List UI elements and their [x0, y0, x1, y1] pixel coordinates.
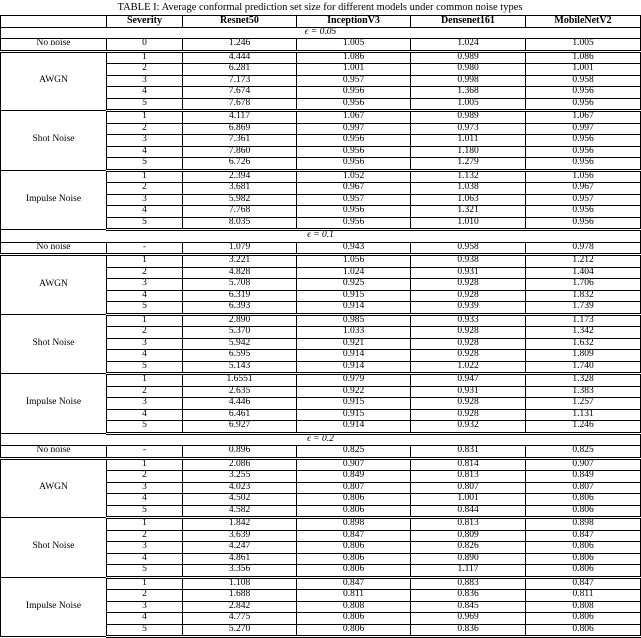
- column-header-resnet50: Resnet50: [183, 16, 297, 28]
- severity-cell: 4: [107, 206, 183, 218]
- value-cell: 0.808: [526, 601, 641, 613]
- severity-cell: 2: [107, 64, 183, 76]
- value-cell: 1.132: [411, 170, 526, 183]
- severity-cell: -: [107, 242, 183, 255]
- value-cell: 1.005: [411, 98, 526, 111]
- value-cell: 1.022: [411, 361, 526, 374]
- severity-cell: 3: [107, 542, 183, 554]
- table-row: [1, 242, 641, 255]
- value-cell: 0.806: [297, 505, 411, 518]
- value-cell: 0.956: [526, 98, 641, 111]
- noise-type-label: Shot Noise: [1, 314, 107, 374]
- value-cell: 1.079: [183, 242, 297, 255]
- value-cell: 0.947: [411, 374, 526, 387]
- value-cell: 0.836: [411, 624, 526, 637]
- value-cell: 1.005: [526, 39, 641, 52]
- value-cell: 0.915: [297, 290, 411, 302]
- value-cell: 2.394: [183, 170, 297, 183]
- value-cell: 0.967: [297, 183, 411, 195]
- value-cell: 0.907: [297, 458, 411, 471]
- value-cell: 0.956: [526, 217, 641, 230]
- value-cell: 5.982: [183, 194, 297, 206]
- value-cell: 0.914: [297, 421, 411, 434]
- value-cell: 3.681: [183, 183, 297, 195]
- value-cell: 0.956: [526, 146, 641, 158]
- table-row: [1, 170, 641, 183]
- value-cell: 4.775: [183, 613, 297, 625]
- value-cell: 1.011: [411, 135, 526, 147]
- value-cell: 0.956: [297, 98, 411, 111]
- value-cell: 0.826: [411, 542, 526, 554]
- noise-type-label: No noise: [1, 446, 107, 459]
- severity-cell: 1: [107, 111, 183, 124]
- value-cell: 0.825: [526, 446, 641, 459]
- value-cell: 1.001: [411, 494, 526, 506]
- value-cell: 1.010: [411, 217, 526, 230]
- value-cell: 1.005: [297, 39, 411, 52]
- value-cell: 0.979: [297, 374, 411, 387]
- table-row: [1, 577, 641, 590]
- value-cell: 2.086: [183, 458, 297, 471]
- value-cell: 1.212: [526, 255, 641, 268]
- value-cell: 0.806: [297, 553, 411, 565]
- severity-cell: 5: [107, 361, 183, 374]
- value-cell: 3.221: [183, 255, 297, 268]
- value-cell: 4.861: [183, 553, 297, 565]
- noise-type-label: No noise: [1, 242, 107, 255]
- severity-cell: 5: [107, 217, 183, 230]
- value-cell: 0.847: [526, 530, 641, 542]
- value-cell: 0.928: [411, 398, 526, 410]
- table-caption: TABLE I: Average conformal prediction set size for different models under common noise types: [117, 2, 523, 13]
- value-cell: 1.6551: [183, 374, 297, 387]
- value-cell: 0.890: [411, 553, 526, 565]
- severity-cell: 4: [107, 146, 183, 158]
- value-cell: 0.907: [526, 458, 641, 471]
- value-cell: 1.342: [526, 327, 641, 339]
- value-cell: 1.383: [526, 386, 641, 398]
- value-cell: 4.023: [183, 482, 297, 494]
- column-header-severity: Severity: [107, 16, 183, 28]
- value-cell: 0.813: [411, 471, 526, 483]
- noise-type-label: AWGN: [1, 255, 107, 315]
- value-cell: 0.806: [526, 494, 641, 506]
- noise-type-label: AWGN: [1, 51, 107, 111]
- value-cell: 6.461: [183, 409, 297, 421]
- severity-cell: 5: [107, 624, 183, 637]
- results-table: [0, 15, 641, 638]
- value-cell: 1.809: [526, 350, 641, 362]
- value-cell: 1.832: [526, 290, 641, 302]
- severity-cell: 5: [107, 302, 183, 315]
- value-cell: 0.898: [297, 518, 411, 531]
- value-cell: 7.860: [183, 146, 297, 158]
- severity-cell: 1: [107, 170, 183, 183]
- value-cell: 0.915: [297, 409, 411, 421]
- value-cell: 1.131: [526, 409, 641, 421]
- value-cell: 1.246: [526, 421, 641, 434]
- value-cell: 0.847: [526, 577, 641, 590]
- value-cell: 1.033: [297, 327, 411, 339]
- severity-cell: 5: [107, 565, 183, 578]
- value-cell: 0.806: [297, 542, 411, 554]
- value-cell: 1.067: [526, 111, 641, 124]
- value-cell: 0.957: [297, 194, 411, 206]
- severity-cell: 1: [107, 458, 183, 471]
- noise-type-label: Impulse Noise: [1, 577, 107, 637]
- value-cell: 7.674: [183, 87, 297, 99]
- value-cell: 7.361: [183, 135, 297, 147]
- value-cell: 1.632: [526, 338, 641, 350]
- value-cell: 0.956: [297, 206, 411, 218]
- value-cell: 0.997: [297, 123, 411, 135]
- severity-cell: 4: [107, 553, 183, 565]
- value-cell: 0.957: [526, 194, 641, 206]
- severity-cell: 3: [107, 482, 183, 494]
- value-cell: 0.989: [411, 51, 526, 64]
- value-cell: 0.957: [297, 75, 411, 87]
- value-cell: 1.001: [526, 64, 641, 76]
- value-cell: 0.825: [297, 446, 411, 459]
- value-cell: 0.806: [526, 624, 641, 637]
- value-cell: 0.806: [297, 565, 411, 578]
- value-cell: 1.067: [297, 111, 411, 124]
- value-cell: 0.956: [297, 135, 411, 147]
- value-cell: 5.370: [183, 327, 297, 339]
- value-cell: 1.842: [183, 518, 297, 531]
- value-cell: 4.502: [183, 494, 297, 506]
- value-cell: 0.943: [297, 242, 411, 255]
- value-cell: 1.404: [526, 267, 641, 279]
- value-cell: 1.024: [411, 39, 526, 52]
- column-header-densenet161: Densenet161: [411, 16, 526, 28]
- value-cell: 0.808: [297, 601, 411, 613]
- value-cell: 0.956: [526, 87, 641, 99]
- value-cell: 1.321: [411, 206, 526, 218]
- value-cell: 0.931: [411, 267, 526, 279]
- value-cell: 0.807: [411, 482, 526, 494]
- value-cell: 0.898: [526, 518, 641, 531]
- value-cell: 0.807: [526, 482, 641, 494]
- value-cell: 0.914: [297, 350, 411, 362]
- epsilon-section-header: ϵ = 0.1: [1, 230, 641, 243]
- noise-type-label: AWGN: [1, 458, 107, 518]
- value-cell: 6.869: [183, 123, 297, 135]
- value-cell: 7.173: [183, 75, 297, 87]
- value-cell: 0.956: [297, 158, 411, 171]
- severity-cell: 1: [107, 518, 183, 531]
- noise-type-label: Shot Noise: [1, 111, 107, 171]
- value-cell: 0.985: [297, 314, 411, 327]
- value-cell: 1.086: [297, 51, 411, 64]
- value-cell: 0.956: [297, 87, 411, 99]
- severity-cell: 3: [107, 398, 183, 410]
- table-row: [1, 314, 641, 327]
- value-cell: 1.024: [297, 267, 411, 279]
- value-cell: 1.056: [297, 255, 411, 268]
- table-row: [1, 39, 641, 52]
- value-cell: 1.173: [526, 314, 641, 327]
- value-cell: 5.270: [183, 624, 297, 637]
- table-row: [1, 51, 641, 64]
- value-cell: 0.807: [297, 482, 411, 494]
- value-cell: 0.931: [411, 386, 526, 398]
- value-cell: 1.740: [526, 361, 641, 374]
- value-cell: 0.958: [411, 242, 526, 255]
- value-cell: 0.956: [297, 146, 411, 158]
- value-cell: 1.086: [526, 51, 641, 64]
- value-cell: 0.932: [411, 421, 526, 434]
- value-cell: 0.980: [411, 64, 526, 76]
- severity-cell: 4: [107, 409, 183, 421]
- value-cell: 0.928: [411, 409, 526, 421]
- severity-cell: 1: [107, 51, 183, 64]
- value-cell: 0.806: [526, 553, 641, 565]
- value-cell: 5.143: [183, 361, 297, 374]
- value-cell: 0.883: [411, 577, 526, 590]
- severity-cell: 4: [107, 290, 183, 302]
- value-cell: 0.921: [297, 338, 411, 350]
- severity-cell: 3: [107, 338, 183, 350]
- value-cell: 0.831: [411, 446, 526, 459]
- epsilon-section-header: ϵ = 0.2: [1, 433, 641, 446]
- value-cell: 1.706: [526, 279, 641, 291]
- table-row: [1, 111, 641, 124]
- severity-cell: 1: [107, 374, 183, 387]
- severity-cell: 3: [107, 601, 183, 613]
- severity-cell: 2: [107, 471, 183, 483]
- table-row: [1, 446, 641, 459]
- value-cell: 0.925: [297, 279, 411, 291]
- value-cell: 6.281: [183, 64, 297, 76]
- value-cell: 0.989: [411, 111, 526, 124]
- value-cell: 0.956: [526, 206, 641, 218]
- value-cell: 1.368: [411, 87, 526, 99]
- value-cell: 4.828: [183, 267, 297, 279]
- table-row: [1, 374, 641, 387]
- value-cell: 2.890: [183, 314, 297, 327]
- noise-type-label: Impulse Noise: [1, 170, 107, 230]
- severity-cell: 2: [107, 386, 183, 398]
- value-cell: 4.446: [183, 398, 297, 410]
- value-cell: 6.927: [183, 421, 297, 434]
- value-cell: 0.813: [411, 518, 526, 531]
- corner-cell: [1, 16, 107, 28]
- value-cell: 3.255: [183, 471, 297, 483]
- severity-cell: 4: [107, 87, 183, 99]
- table-row: [1, 458, 641, 471]
- value-cell: 0.956: [297, 217, 411, 230]
- value-cell: 0.928: [411, 279, 526, 291]
- value-cell: 0.806: [297, 494, 411, 506]
- epsilon-section-header: ϵ = 0.05: [1, 27, 641, 39]
- value-cell: 0.978: [526, 242, 641, 255]
- severity-cell: 5: [107, 505, 183, 518]
- value-cell: 0.969: [411, 613, 526, 625]
- severity-cell: 4: [107, 350, 183, 362]
- value-cell: 5.942: [183, 338, 297, 350]
- value-cell: 0.836: [411, 590, 526, 602]
- value-cell: 0.896: [183, 446, 297, 459]
- column-header-mobilenetv2: MobileNetV2: [526, 16, 641, 28]
- value-cell: 0.939: [411, 302, 526, 315]
- value-cell: 0.811: [297, 590, 411, 602]
- severity-cell: 4: [107, 613, 183, 625]
- value-cell: 6.726: [183, 158, 297, 171]
- value-cell: 0.809: [411, 530, 526, 542]
- value-cell: 1.246: [183, 39, 297, 52]
- value-cell: 0.814: [411, 458, 526, 471]
- value-cell: 0.806: [297, 613, 411, 625]
- severity-cell: 2: [107, 327, 183, 339]
- value-cell: 0.849: [526, 471, 641, 483]
- severity-cell: -: [107, 446, 183, 459]
- value-cell: 0.811: [526, 590, 641, 602]
- value-cell: 0.847: [297, 530, 411, 542]
- value-cell: 1.117: [411, 565, 526, 578]
- value-cell: 0.956: [526, 135, 641, 147]
- value-cell: 0.933: [411, 314, 526, 327]
- value-cell: 0.806: [526, 613, 641, 625]
- value-cell: 6.319: [183, 290, 297, 302]
- severity-cell: 0: [107, 39, 183, 52]
- noise-type-label: Shot Noise: [1, 518, 107, 578]
- value-cell: 1.108: [183, 577, 297, 590]
- value-cell: 0.922: [297, 386, 411, 398]
- value-cell: 1.279: [411, 158, 526, 171]
- value-cell: 0.849: [297, 471, 411, 483]
- value-cell: 0.806: [297, 624, 411, 637]
- table-body: [1, 27, 641, 637]
- value-cell: 0.938: [411, 255, 526, 268]
- value-cell: 7.678: [183, 98, 297, 111]
- severity-cell: 1: [107, 577, 183, 590]
- value-cell: 3.356: [183, 565, 297, 578]
- value-cell: 1.056: [526, 170, 641, 183]
- table-header: [1, 16, 641, 28]
- value-cell: 6.393: [183, 302, 297, 315]
- value-cell: 1.052: [297, 170, 411, 183]
- value-cell: 0.845: [411, 601, 526, 613]
- value-cell: 4.117: [183, 111, 297, 124]
- value-cell: 1.328: [526, 374, 641, 387]
- value-cell: 3.639: [183, 530, 297, 542]
- value-cell: 8.035: [183, 217, 297, 230]
- noise-type-label: Impulse Noise: [1, 374, 107, 434]
- value-cell: 6.595: [183, 350, 297, 362]
- value-cell: 4.582: [183, 505, 297, 518]
- value-cell: 5.708: [183, 279, 297, 291]
- value-cell: 0.997: [526, 123, 641, 135]
- value-cell: 0.967: [526, 183, 641, 195]
- value-cell: 0.928: [411, 290, 526, 302]
- severity-cell: 2: [107, 123, 183, 135]
- severity-cell: 5: [107, 158, 183, 171]
- value-cell: 0.928: [411, 350, 526, 362]
- noise-type-label: No noise: [1, 39, 107, 52]
- value-cell: 0.998: [411, 75, 526, 87]
- value-cell: 1.739: [526, 302, 641, 315]
- severity-cell: 2: [107, 183, 183, 195]
- value-cell: 0.844: [411, 505, 526, 518]
- value-cell: 1.001: [297, 64, 411, 76]
- severity-cell: 5: [107, 98, 183, 111]
- value-cell: 0.958: [526, 75, 641, 87]
- severity-cell: 4: [107, 494, 183, 506]
- value-cell: 0.928: [411, 338, 526, 350]
- value-cell: 1.688: [183, 590, 297, 602]
- severity-cell: 2: [107, 267, 183, 279]
- severity-cell: 3: [107, 135, 183, 147]
- severity-cell: 2: [107, 590, 183, 602]
- value-cell: 2.635: [183, 386, 297, 398]
- value-cell: 2.842: [183, 601, 297, 613]
- value-cell: 0.914: [297, 361, 411, 374]
- value-cell: 0.806: [526, 505, 641, 518]
- severity-cell: 3: [107, 279, 183, 291]
- value-cell: 4.247: [183, 542, 297, 554]
- severity-cell: 5: [107, 421, 183, 434]
- severity-cell: 3: [107, 194, 183, 206]
- value-cell: 1.038: [411, 183, 526, 195]
- value-cell: 4.444: [183, 51, 297, 64]
- value-cell: 0.956: [526, 158, 641, 171]
- value-cell: 0.914: [297, 302, 411, 315]
- value-cell: 0.847: [297, 577, 411, 590]
- value-cell: 1.257: [526, 398, 641, 410]
- value-cell: 0.806: [526, 542, 641, 554]
- value-cell: 0.973: [411, 123, 526, 135]
- value-cell: 0.806: [526, 565, 641, 578]
- severity-cell: 1: [107, 314, 183, 327]
- severity-cell: 2: [107, 530, 183, 542]
- value-cell: 0.915: [297, 398, 411, 410]
- value-cell: 0.928: [411, 327, 526, 339]
- value-cell: 7.768: [183, 206, 297, 218]
- table-row: [1, 255, 641, 268]
- column-header-inceptionv3: InceptionV3: [297, 16, 411, 28]
- table-row: [1, 518, 641, 531]
- value-cell: 1.180: [411, 146, 526, 158]
- value-cell: 1.063: [411, 194, 526, 206]
- severity-cell: 1: [107, 255, 183, 268]
- severity-cell: 3: [107, 75, 183, 87]
